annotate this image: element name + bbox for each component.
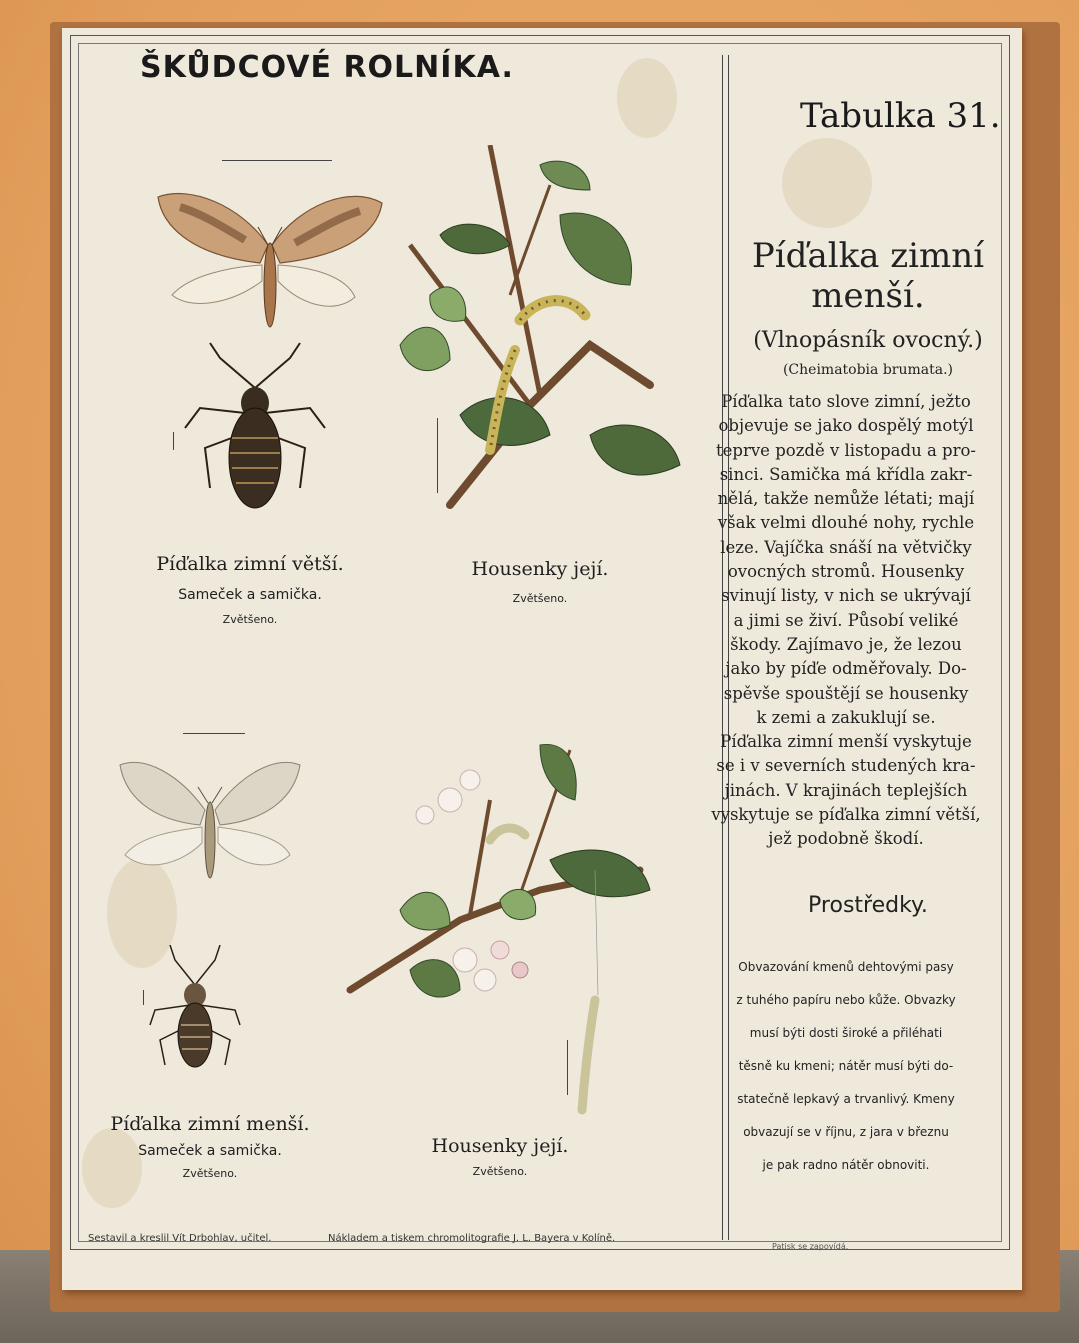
remedy-line: je pak radno nátěr obnoviti. (762, 1157, 930, 1172)
caption-name: Housenky její. (471, 558, 609, 580)
footer-reprint-notice: Patisk se zapovídá. (772, 1242, 849, 1251)
caption-bottom-right (370, 1135, 630, 1178)
species-heading-line2: menší. (811, 276, 925, 316)
scale-bar (173, 432, 174, 450)
description-text (696, 390, 996, 852)
remedy-line: obvazují se v říjnu, z jara v březnu (743, 1124, 949, 1139)
description-line: teprve pozdě v listopadu a pro- (716, 440, 976, 460)
description-line: leze. Vajíčka snáší na větvičky (720, 537, 972, 557)
footer-author: Sestavil a kreslil Vít Drbohlav, učitel. (88, 1233, 272, 1244)
description-line: Píďalka zimní menší vyskytuje (720, 732, 972, 752)
caption-bottom-left (70, 1113, 350, 1180)
description-line: škody. Zajímavo je, že lezou (730, 634, 962, 654)
blossom-branch-caterpillars-illustration (340, 740, 670, 1120)
remedies-title: Prostředky. (808, 893, 928, 918)
caption-enlarged-note: Zvětšeno. (182, 1167, 238, 1180)
caption-subtitle: Sameček a samička. (178, 587, 322, 603)
moth-female-small-illustration (145, 945, 245, 1075)
caption-enlarged-note: Zvětšeno. (222, 613, 278, 626)
description-line: jako by píďe odměřovaly. Do- (725, 659, 967, 679)
remedy-line: statečně lepkavý a trvanlivý. Kmeny (737, 1091, 955, 1106)
latin-name: (Cheimatobia brumata.) (782, 362, 954, 378)
remedies-text (686, 942, 1006, 1190)
description-line: sinci. Samička má křídla zakr- (719, 464, 973, 484)
moth-male-large-illustration (150, 185, 390, 335)
remedy-line: z tuhého papíru nebo kůže. Obvazky (736, 992, 956, 1007)
caption-subtitle: Sameček a samička. (138, 1143, 282, 1159)
caption-top-right (410, 558, 670, 605)
remedy-line: musí býti dosti široké a přiléhati (749, 1025, 943, 1040)
poster-title: ŠKŮDCOVÉ ROLNÍKA. (140, 50, 514, 85)
description-line: a jimi se živí. Působí veliké (733, 610, 959, 630)
description-line: k zemi a zakuklují se. (756, 707, 936, 727)
description-line: se i v severních studených kra- (716, 756, 976, 776)
description-line: však velmi dlouhé nohy, rychle (717, 513, 975, 533)
species-heading-line1: Píďalka zimní (751, 236, 985, 276)
table-number: Tabulka 31. (800, 96, 1001, 136)
caption-name: Píďalka zimní větší. (156, 553, 344, 575)
species-heading (728, 236, 1008, 316)
description-line: ovocných stromů. Housenky (727, 562, 965, 582)
moth-male-small-illustration (110, 755, 310, 885)
description-line: jež podobně škodí. (768, 829, 924, 849)
description-line: objevuje se jako dospělý motýl (718, 416, 974, 436)
description-line: vyskytuje se píďalka zimní větší, (711, 805, 981, 825)
moth-female-large-illustration (180, 338, 330, 518)
caption-enlarged-note: Zvětšeno. (472, 1165, 528, 1178)
footer-publisher: Nákladem a tiskem chromolitografie J. L. Bayera v Kolíně. (328, 1233, 616, 1244)
leafy-branch-caterpillars-illustration (390, 145, 690, 515)
remedy-line: Obvazování kmenů dehtovými pasy (738, 959, 954, 974)
species-subheading: (Vlnopásník ovocný.) (753, 328, 983, 353)
description-line: nělá, takže nemůže létati; mají (717, 489, 975, 509)
description-line: jinách. V krajinách teplejších (724, 780, 968, 800)
description-line: Píďalka tato slove zimní, ježto (721, 392, 971, 411)
caption-name: Housenky její. (431, 1135, 569, 1157)
scale-bar (222, 160, 332, 161)
scale-bar (143, 990, 144, 1005)
description-line: svinují listy, v nich se ukrývají (721, 586, 971, 606)
remedy-line: těsně ku kmeni; nátěr musí býti do- (738, 1058, 954, 1073)
scale-bar (183, 733, 245, 734)
caption-top-left (110, 553, 390, 626)
description-line: spěvše spouštějí se housenky (723, 683, 969, 703)
caption-enlarged-note: Zvětšeno. (512, 592, 568, 605)
caption-name: Píďalka zimní menší. (110, 1113, 310, 1135)
